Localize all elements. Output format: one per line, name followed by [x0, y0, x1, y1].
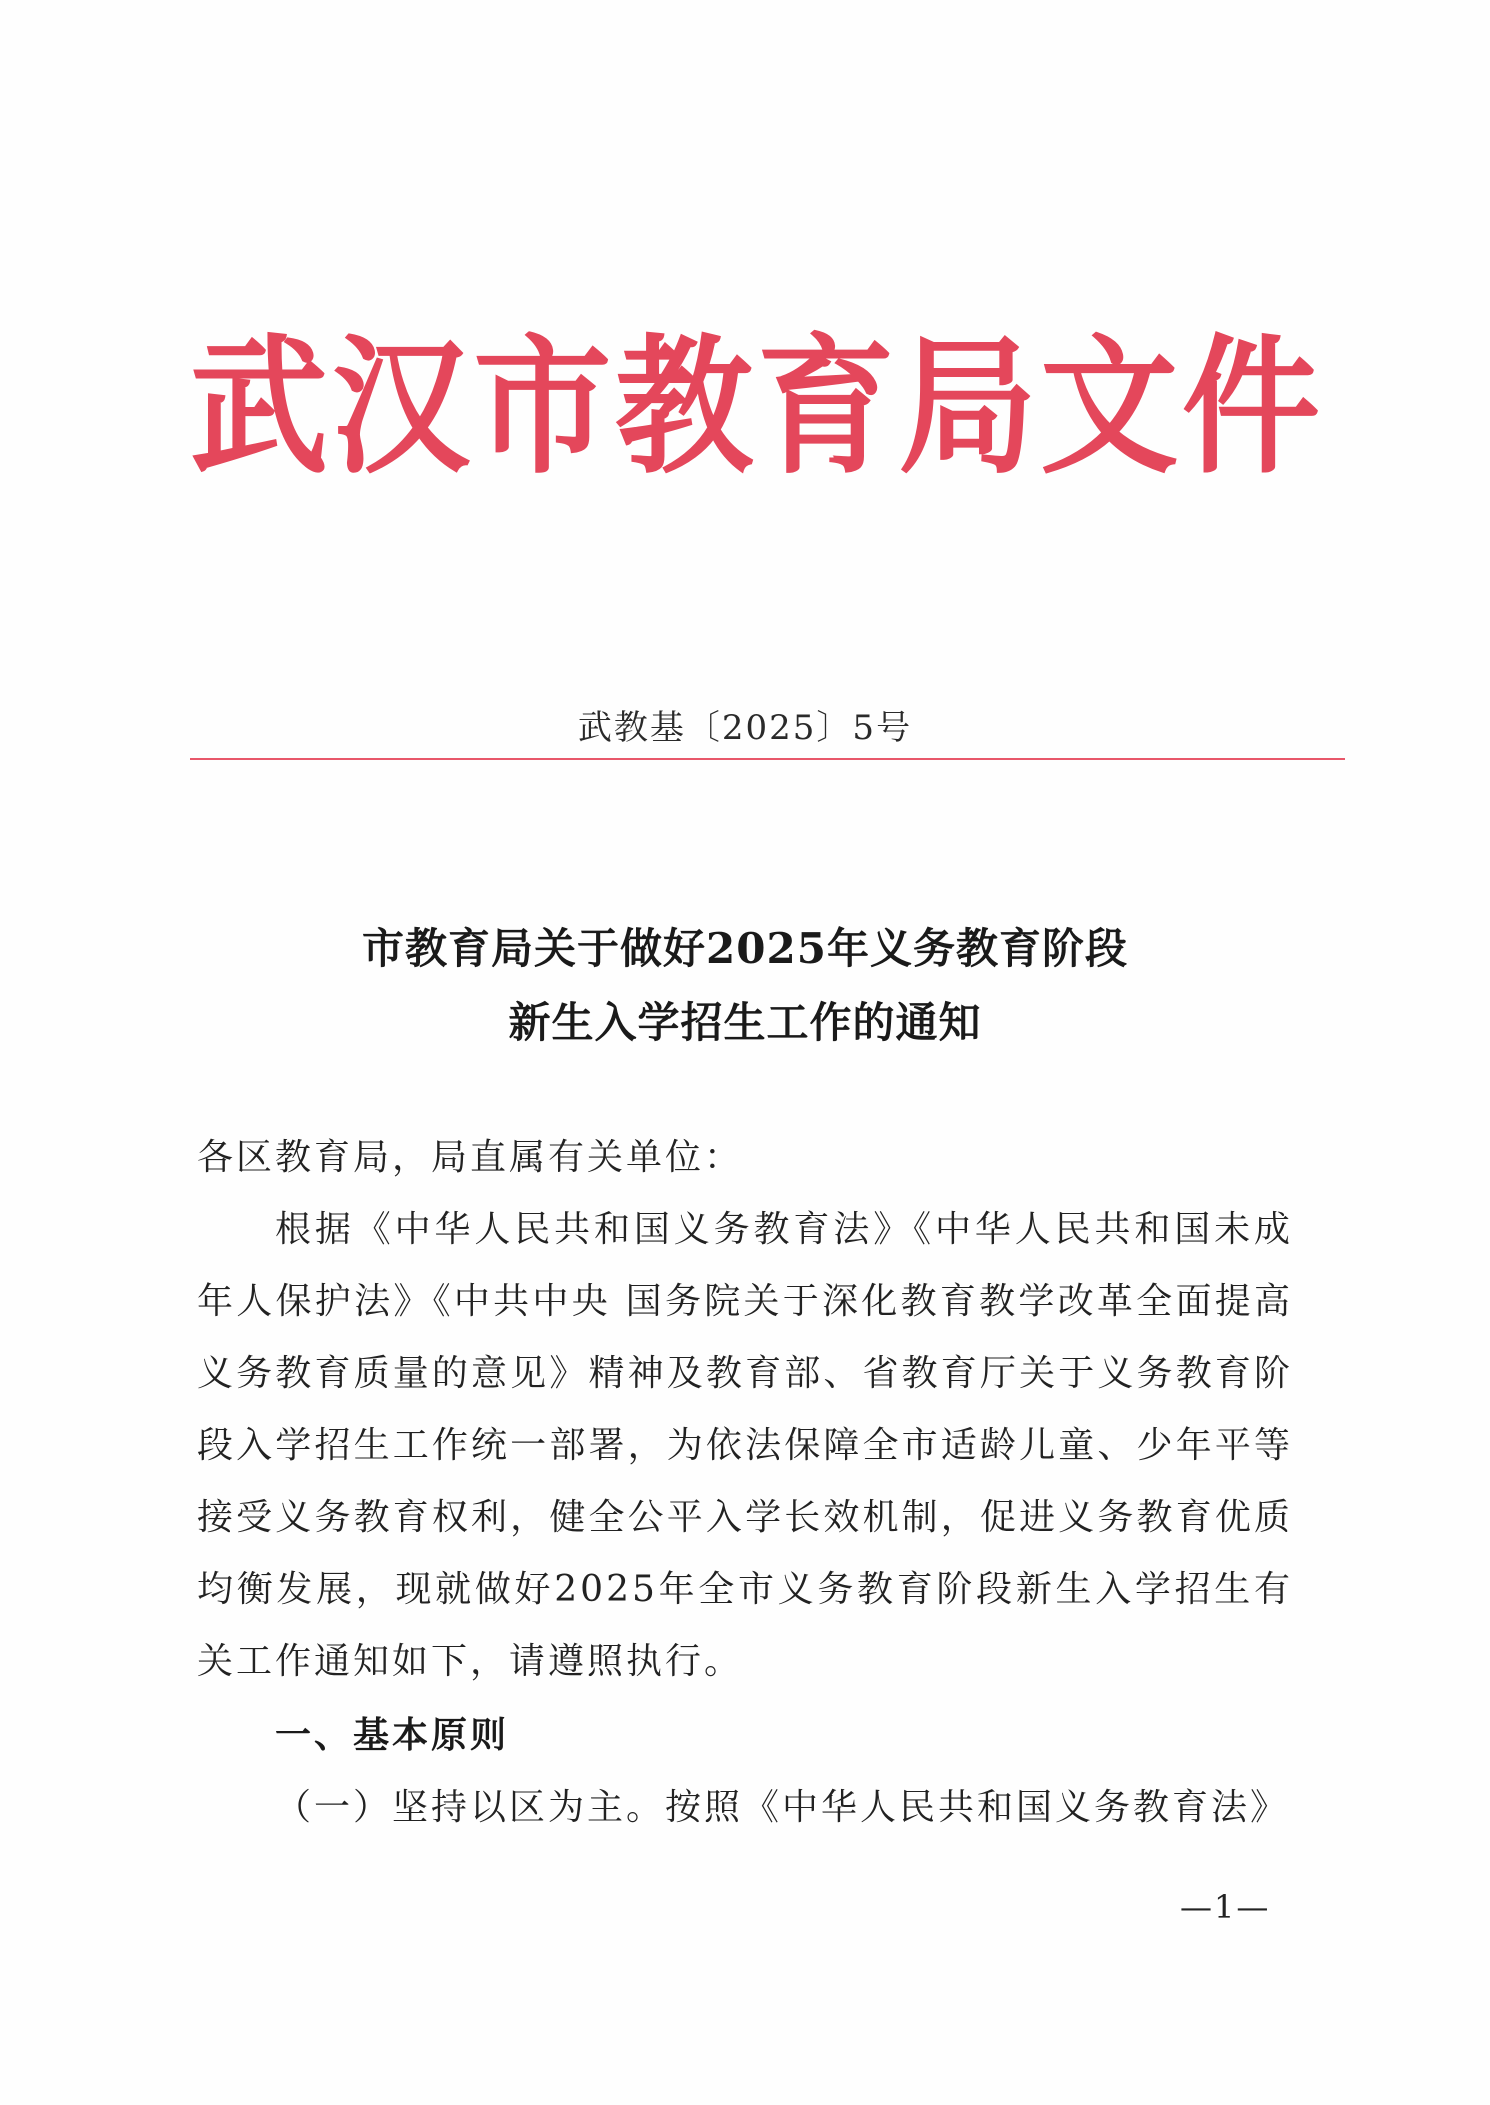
masthead-char: 市 [473, 320, 612, 495]
masthead-char: 育 [756, 320, 895, 495]
intro-paragraph: 根据《中华人民共和国义务教育法》《中华人民共和国未成年人保护法》《中共中央 国务院关于深化教育教学改革全面提高义务教育质量的意见》精神及教育部、省教育厅关于义务教育阶段入学招生工作统一部署，为依法保障全市适龄儿童、少年平等接受义务教育权利，健全公平入学长效机制，促进义务教育优质均衡发展，现就做好2025年全市义务教育阶段新生入学招生有关工作通知如下，请遵照执行。 [197, 1209, 1293, 1682]
section-heading: 一、基本原则 [275, 1715, 510, 1756]
masthead-char: 教 [615, 320, 754, 495]
salutation: 各区教育局，局直属有关单位： [197, 1137, 744, 1178]
page-number: —1— [1180, 1888, 1271, 1926]
masthead-char: 汉 [331, 320, 470, 495]
masthead-char: 件 [1181, 320, 1320, 495]
masthead-char: 文 [1040, 320, 1179, 495]
document-number: 武教基〔2025〕5号 [577, 708, 913, 748]
notice-title-line-2: 新生入学招生工作的通知 [508, 998, 982, 1047]
masthead-char: 局 [898, 320, 1037, 495]
masthead-title [190, 320, 1320, 495]
masthead-char: 武 [190, 320, 329, 495]
red-divider-line [190, 758, 1345, 760]
sub-item-paragraph: （一）坚持以区为主。按照《中华人民共和国义务教育法》 [275, 1787, 1290, 1828]
notice-title-line-1: 市教育局关于做好2025年义务教育阶段 [362, 924, 1128, 973]
